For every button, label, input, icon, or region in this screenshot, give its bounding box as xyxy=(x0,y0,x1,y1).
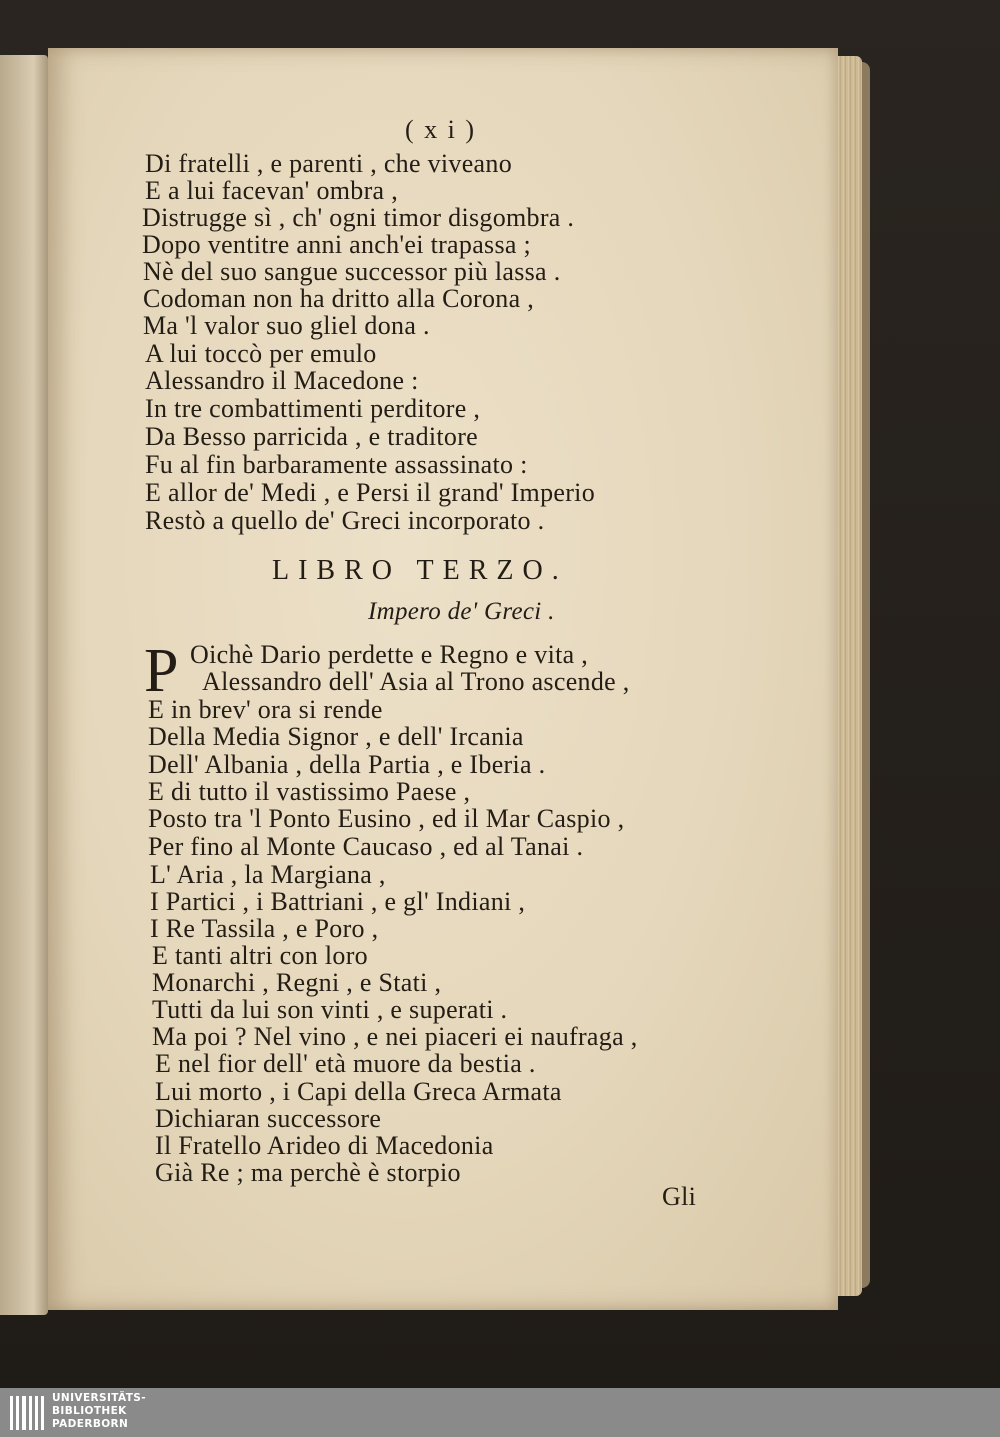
verse-line: E in brev' ora si rende xyxy=(148,695,383,724)
verse-line: Oichè Dario perdette e Regno e vita , xyxy=(190,640,589,669)
verse-line: Per fino al Monte Caucaso , ed al Tanai . xyxy=(148,832,584,861)
library-logo-icon xyxy=(10,1396,44,1430)
verse-line: Distrugge sì , ch' ogni timor disgombra . xyxy=(142,203,575,232)
verse-line: Di fratelli , e parenti , che viveano xyxy=(145,149,512,178)
verse-line: Lui morto , i Capi della Greca Armata xyxy=(155,1077,562,1106)
verse-line: A lui toccò per emulo xyxy=(145,339,377,368)
library-name-line2: BIBLIOTHEK xyxy=(52,1405,127,1417)
verse-line: E tanti altri con loro xyxy=(152,941,368,970)
verse-line: In tre combattimenti perditore , xyxy=(145,394,481,423)
verse-line: I Partici , i Battriani , e gl' Indiani , xyxy=(150,887,526,916)
verse-line: Tutti da lui son vinti , e superati . xyxy=(152,995,508,1024)
verse-line: Alessandro dell' Asia al Trono ascende , xyxy=(202,667,630,696)
verse-line: Già Re ; ma perchè è storpio xyxy=(155,1158,461,1187)
verse-line: E allor de' Medi , e Persi il grand' Imperio xyxy=(145,478,596,507)
library-name xyxy=(52,1392,146,1431)
verse-line: Ma 'l valor suo gliel dona . xyxy=(143,311,430,340)
verse-line: Fu al fin barbaramente assassinato : xyxy=(145,450,528,479)
verse-line: Codoman non ha dritto alla Corona , xyxy=(143,284,535,313)
verse-line: Restò a quello de' Greci incorporato . xyxy=(145,506,545,535)
verse-line: Posto tra 'l Ponto Eusino , ed il Mar Caspio , xyxy=(148,804,625,833)
verse-line: Da Besso parricida , e traditore xyxy=(145,422,479,451)
verse-line: L' Aria , la Margiana , xyxy=(150,860,386,889)
verse-line: E nel fior dell' età muore da bestia . xyxy=(155,1049,536,1078)
verse-line: I Re Tassila , e Poro , xyxy=(150,914,379,943)
verse-line: Dell' Albania , della Partia , e Iberia . xyxy=(148,750,546,779)
verse-line: E a lui facevan' ombra , xyxy=(145,176,398,205)
section-title: LIBRO TERZO. xyxy=(272,555,568,586)
catchword: Gli xyxy=(662,1182,697,1211)
verse-line: Dopo ventitre anni anch'ei trapassa ; xyxy=(142,230,532,259)
section-subtitle: Impero de' Greci . xyxy=(368,598,555,625)
library-name-line1: UNIVERSITÄTS- xyxy=(52,1392,147,1404)
drop-capital: P xyxy=(144,637,179,705)
verse-line: Dichiaran successore xyxy=(155,1104,382,1133)
verse-line: Alessandro il Macedone : xyxy=(145,366,419,395)
verse-line: Il Fratello Arideo di Macedonia xyxy=(155,1131,494,1160)
page-number: ( x i ) xyxy=(405,115,477,144)
verse-line: Nè del suo sangue successor più lassa . xyxy=(143,257,561,286)
verse-line: E di tutto il vastissimo Paese , xyxy=(148,777,471,806)
library-name-line3: PADERBORN xyxy=(52,1418,129,1430)
verse-line: Monarchi , Regni , e Stati , xyxy=(152,968,442,997)
library-footer xyxy=(0,1388,1000,1437)
verse-line: Della Media Signor , e dell' Ircania xyxy=(148,722,524,751)
verse-line: Ma poi ? Nel vino , e nei piaceri ei naufraga , xyxy=(152,1022,638,1051)
